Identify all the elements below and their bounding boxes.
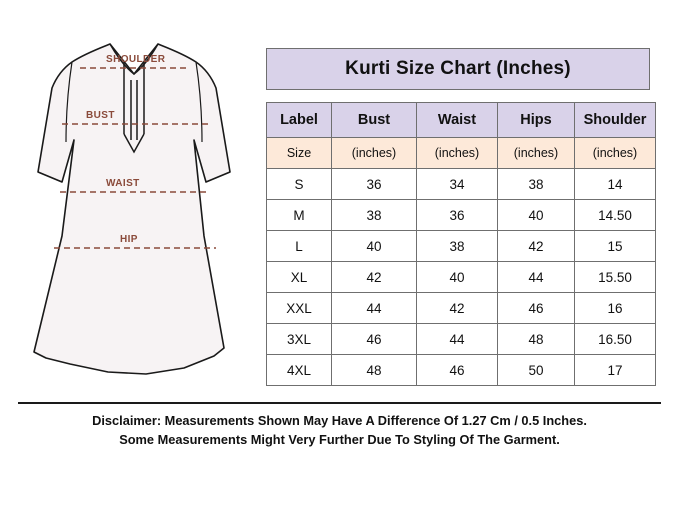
units-size: Size — [267, 138, 332, 169]
cell-size: 3XL — [267, 324, 332, 355]
cell-bust: 42 — [332, 262, 417, 293]
cell-waist: 46 — [417, 355, 498, 386]
table-row — [267, 200, 656, 231]
disclaimer — [18, 412, 661, 449]
cell-shoulder: 14.50 — [575, 200, 656, 231]
cell-shoulder: 15.50 — [575, 262, 656, 293]
units-hips: (inches) — [498, 138, 575, 169]
table-row — [267, 231, 656, 262]
header-waist: Waist — [417, 103, 498, 138]
table-row — [267, 169, 656, 200]
units-shoulder: (inches) — [575, 138, 656, 169]
table-row — [267, 324, 656, 355]
kurti-illustration — [18, 22, 254, 392]
table-units-row — [267, 138, 656, 169]
cell-waist: 40 — [417, 262, 498, 293]
cell-bust: 44 — [332, 293, 417, 324]
label-shoulder: SHOULDER — [106, 54, 166, 65]
cell-hips: 42 — [498, 231, 575, 262]
header-hips: Hips — [498, 103, 575, 138]
cell-waist: 36 — [417, 200, 498, 231]
table-row — [267, 293, 656, 324]
cell-size: 4XL — [267, 355, 332, 386]
cell-waist: 34 — [417, 169, 498, 200]
cell-hips: 38 — [498, 169, 575, 200]
units-bust: (inches) — [332, 138, 417, 169]
label-bust: BUST — [86, 110, 115, 121]
disclaimer-line-1: Disclaimer: Measurements Shown May Have A Difference Of 1.27 Cm / 0.5 Inches. — [92, 413, 587, 428]
label-waist: WAIST — [106, 178, 140, 189]
cell-bust: 40 — [332, 231, 417, 262]
table-row — [267, 355, 656, 386]
cell-hips: 50 — [498, 355, 575, 386]
cell-hips: 40 — [498, 200, 575, 231]
size-chart-table — [266, 102, 656, 386]
label-hip: HIP — [120, 234, 138, 245]
cell-size: M — [267, 200, 332, 231]
cell-shoulder: 17 — [575, 355, 656, 386]
cell-shoulder: 14 — [575, 169, 656, 200]
cell-size: XXL — [267, 293, 332, 324]
cell-hips: 48 — [498, 324, 575, 355]
cell-bust: 46 — [332, 324, 417, 355]
chart-title-box — [266, 48, 650, 90]
size-chart-block — [266, 48, 650, 386]
cell-bust: 36 — [332, 169, 417, 200]
cell-waist: 38 — [417, 231, 498, 262]
cell-bust: 48 — [332, 355, 417, 386]
cell-bust: 38 — [332, 200, 417, 231]
divider — [18, 402, 661, 404]
table-row — [267, 262, 656, 293]
header-shoulder: Shoulder — [575, 103, 656, 138]
cell-waist: 42 — [417, 293, 498, 324]
cell-size: S — [267, 169, 332, 200]
cell-waist: 44 — [417, 324, 498, 355]
header-label: Label — [267, 103, 332, 138]
cell-shoulder: 16.50 — [575, 324, 656, 355]
header-bust: Bust — [332, 103, 417, 138]
cell-shoulder: 16 — [575, 293, 656, 324]
units-waist: (inches) — [417, 138, 498, 169]
table-header-row — [267, 103, 656, 138]
page-title: Kurti Size Chart (Inches) — [345, 58, 571, 79]
cell-hips: 46 — [498, 293, 575, 324]
cell-size: XL — [267, 262, 332, 293]
cell-shoulder: 15 — [575, 231, 656, 262]
cell-size: L — [267, 231, 332, 262]
disclaimer-line-2: Some Measurements Might Very Further Due To Styling Of The Garment. — [119, 431, 560, 447]
cell-hips: 44 — [498, 262, 575, 293]
